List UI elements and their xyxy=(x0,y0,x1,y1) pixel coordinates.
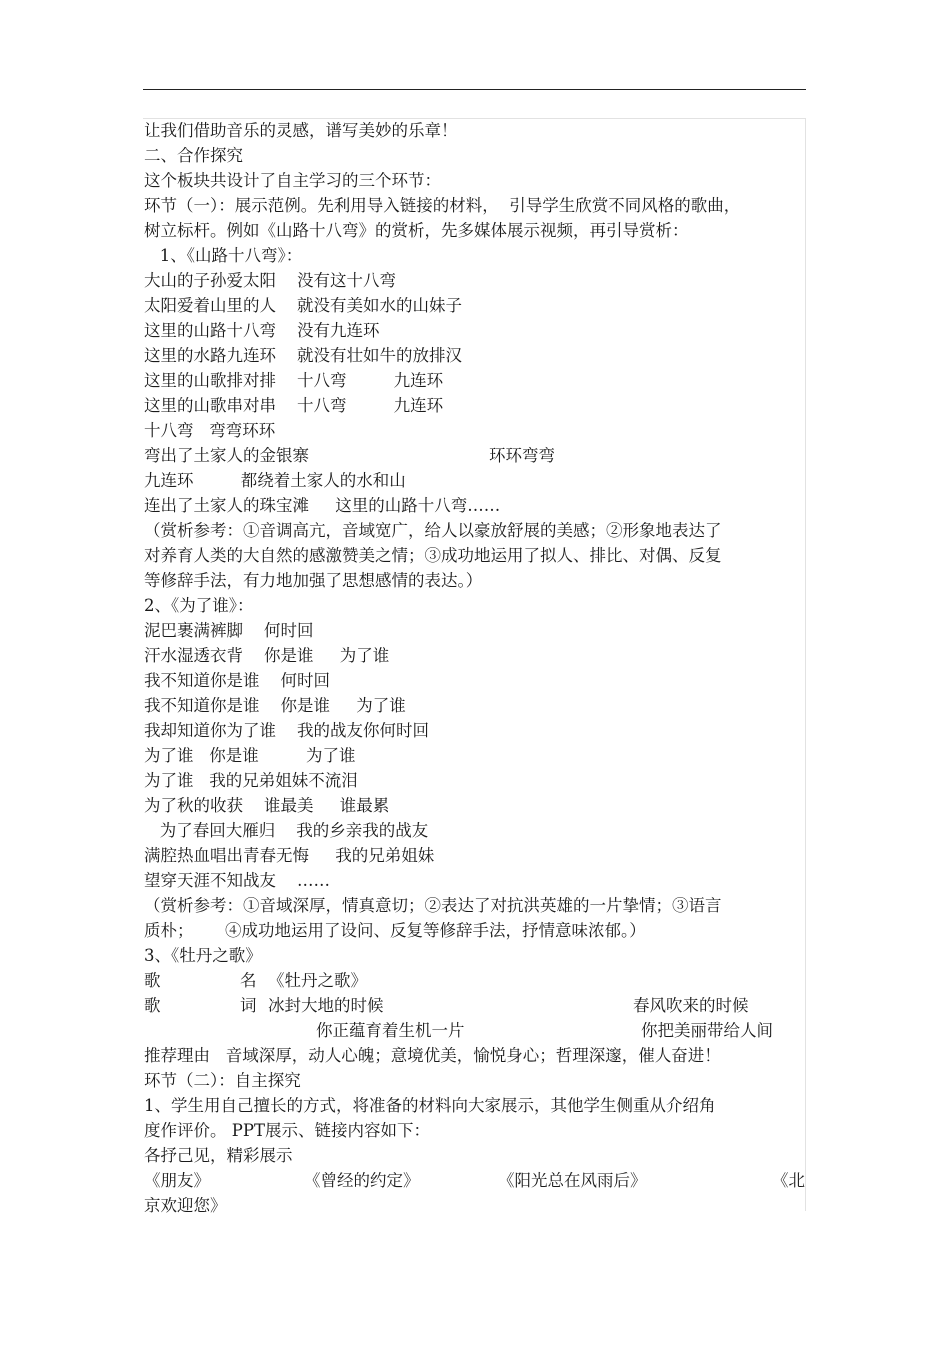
lyric-line: 汗水湿透衣背 你是谁 为了谁 xyxy=(144,646,390,665)
analysis-line: （赏析参考：①音域深厚，情真意切；②表达了对抗洪英雄的一片挚情；③语言 xyxy=(144,896,722,915)
text-line: 环节（一）：展示范例。先利用导入链接的材料， 引导学生欣赏不同风格的歌曲， xyxy=(144,196,741,215)
song-title: 《阳光总在风雨后》 xyxy=(498,1171,647,1190)
text-line: 1、学生用自己擅长的方式，将准备的材料向大家展示，其他学生侧重从介绍角 xyxy=(144,1096,716,1115)
lyric-line: 连出了土家人的珠宝滩 这里的山路十八弯…… xyxy=(144,496,501,515)
lyric-line: 满腔热血唱出青春无悔 我的兄弟姐妹 xyxy=(144,846,435,865)
label-char: 歌 xyxy=(144,971,161,990)
lyric-line: 太阳爱着山里的人 就没有美如水的山妹子 xyxy=(144,296,462,315)
song-lyrics-row xyxy=(144,993,806,1018)
text-line: 推荐理由 音域深厚，动人心魄；意境优美，愉悦身心；哲理深邃，催人奋进！ xyxy=(144,1046,721,1065)
text-line: 京欢迎您》 xyxy=(144,1196,227,1215)
text-line: 树立标杆。例如《山路十八弯》的赏析，先多媒体展示视频，再引导赏析： xyxy=(144,221,689,240)
text-line: 各抒己见，精彩展示 xyxy=(144,1146,293,1165)
lyric-line: 这里的山歌排对排 十八弯 九连环 xyxy=(144,371,444,390)
song-list-row xyxy=(144,1168,806,1193)
lyric-left: 冰封大地的时候 xyxy=(268,996,384,1015)
header-rule xyxy=(143,89,806,90)
lyric-right: 环环弯弯 xyxy=(489,446,555,465)
lyric-right: 你把美丽带给人间 xyxy=(641,1021,773,1040)
text-line: 度作评价。 PPT展示、链接内容如下： xyxy=(144,1121,430,1140)
song-heading: 2、《为了谁》： xyxy=(144,596,254,615)
analysis-line: 质朴； ④成功地运用了设问、反复等修辞手法，抒情意味浓郁。） xyxy=(144,921,646,940)
lyric-line: 我不知道你是谁 你是谁 为了谁 xyxy=(144,696,406,715)
song-heading: 1、《山路十八弯》： xyxy=(144,246,303,265)
label-char: 歌 xyxy=(144,996,161,1015)
lyric-line: 为了秋的收获 谁最美 谁最累 xyxy=(144,796,390,815)
lyric-line: 泥巴裹满裤脚 何时回 xyxy=(144,621,314,640)
section-heading: 二、合作探究 xyxy=(144,146,243,165)
song-name-row xyxy=(144,968,806,993)
lyric-line: 十八弯 弯弯环环 xyxy=(144,421,276,440)
lyric-line: 这里的水路九连环 就没有壮如牛的放排汉 xyxy=(144,346,462,365)
analysis-line: （赏析参考：①音调高亢，音域宽广，给人以豪放舒展的美感；②形象地表达了 xyxy=(144,521,722,540)
label-char: 名 xyxy=(240,971,257,990)
lyric-line: 我却知道你为了谁 我的战友你何时回 xyxy=(144,721,429,740)
document-body xyxy=(144,118,806,1218)
text-line: 让我们借助音乐的灵感，谱写美妙的乐章！ xyxy=(144,121,458,140)
lyric-line: 为了谁 你是谁 为了谁 xyxy=(144,746,356,765)
song-title: 《朋友》 xyxy=(144,1171,210,1190)
lyric-line: 我不知道你是谁 何时回 xyxy=(144,671,330,690)
lyric-right: 春风吹来的时候 xyxy=(633,996,749,1015)
lyric-line: 望穿天涯不知战友 …… xyxy=(144,871,330,890)
analysis-line: 等修辞手法，有力地加强了思想感情的表达。） xyxy=(144,571,483,590)
lyric-left: 你正蕴育着生机一片 xyxy=(316,1021,465,1040)
lyric-line: 九连环 都绕着土家人的水和山 xyxy=(144,471,406,490)
analysis-line: 对养育人类的大自然的感激赞美之情；③成功地运用了拟人、排比、对偶、反复 xyxy=(144,546,722,565)
song-heading: 3、《牡丹之歌》 xyxy=(144,946,262,965)
song-name-value: 《牡丹之歌》 xyxy=(268,971,367,990)
lyric-line xyxy=(144,443,806,468)
section-heading: 环节（二）：自主探究 xyxy=(144,1071,301,1090)
lyric-left: 弯出了土家人的金银寨 xyxy=(144,446,309,465)
text-line: 这个板块共设计了自主学习的三个环节： xyxy=(144,171,441,190)
label-char: 词 xyxy=(240,996,257,1015)
song-title: 《北 xyxy=(772,1171,805,1190)
lyric-line: 为了春回大雁归 我的乡亲我的战友 xyxy=(144,821,429,840)
lyric-line: 这里的山歌串对串 十八弯 九连环 xyxy=(144,396,444,415)
lyric-line: 大山的子孙爱太阳 没有这十八弯 xyxy=(144,271,396,290)
lyric-line: 这里的山路十八弯 没有九连环 xyxy=(144,321,380,340)
song-title: 《曾经的约定》 xyxy=(304,1171,420,1190)
song-lyrics-row xyxy=(144,1018,806,1043)
lyric-line: 为了谁 我的兄弟姐妹不流泪 xyxy=(144,771,358,790)
